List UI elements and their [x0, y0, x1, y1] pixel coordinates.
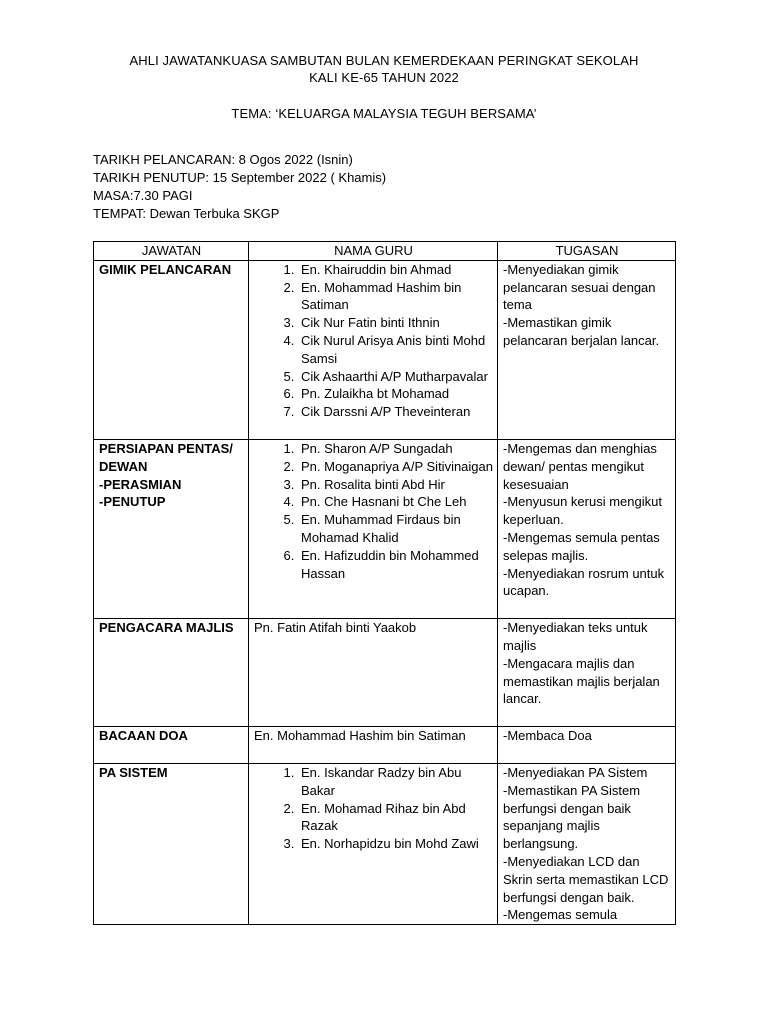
event-venue: TEMPAT: Dewan Terbuka SKGP: [93, 206, 280, 221]
task-item: -Menyediakan rosrum untuk ucapan.: [503, 565, 665, 599]
tasks-cell: [498, 260, 676, 439]
teacher-name: 7. Cik Darssni A/P Theveinteran: [298, 403, 493, 421]
tasks-cell: [498, 763, 676, 924]
role-cell: [94, 260, 249, 439]
closing-date: TARIKH PENUTUP: 15 September 2022 ( Khamis): [93, 170, 387, 185]
header-jawatan: JAWATAN: [94, 242, 249, 261]
teacher-name: En. Mohammad Hashim bin Satiman: [254, 728, 466, 744]
teacher-name: Pn. Fatin Atifah binti Yaakob: [254, 620, 417, 636]
tasks-cell: [498, 619, 676, 727]
tasks-cell: [498, 439, 676, 618]
names-cell: [249, 619, 498, 727]
task-item: -Membaca Doa: [503, 728, 592, 744]
names-cell: [249, 727, 498, 764]
document-theme: TEMA: ‘KELUARGA MALAYSIA TEGUH BERSAMA’: [231, 106, 537, 121]
role-cell: [94, 763, 249, 924]
task-item: -Mengemas semula pentas selepas majlis.: [503, 529, 660, 563]
document-subtitle: KALI KE-65 TAHUN 2022: [309, 70, 459, 85]
teacher-name: 6. En. Hafizuddin bin Mohammed Hassan: [298, 547, 493, 583]
teacher-name: 2. Pn. Moganapriya A/P Sitivinaigan: [298, 458, 493, 476]
event-time: MASA:7.30 PAGI: [93, 188, 193, 203]
teacher-name: 6. Pn. Zulaikha bt Mohamad: [298, 385, 493, 403]
role-label: -PERASMIAN: [99, 476, 182, 492]
names-cell: [249, 260, 498, 439]
header-tugasan: TUGASAN: [498, 242, 676, 261]
role-label: -PENUTUP: [99, 494, 166, 510]
role-label: BACAAN DOA: [99, 728, 188, 744]
document-title: AHLI JAWATANKUASA SAMBUTAN BULAN KEMERDEKAAN PERINGKAT SEKOLAH: [129, 53, 639, 68]
teacher-name: 5. En. Muhammad Firdaus bin Mohamad Khalid: [298, 511, 493, 547]
task-item: -Menyusun kerusi mengikut keperluan.: [503, 494, 662, 528]
teacher-name: 4. Pn. Che Hasnani bt Che Leh: [298, 493, 493, 511]
table-row: [94, 619, 676, 727]
role-cell: [94, 439, 249, 618]
names-cell: [249, 439, 498, 618]
launch-date: TARIKH PELANCARAN: 8 Ogos 2022 (Isnin): [93, 152, 353, 167]
table-row: [94, 727, 676, 764]
task-item: -Mengacara majlis dan memastikan majlis berjalan lancar.: [503, 655, 660, 707]
names-cell: [249, 763, 498, 924]
teacher-name: 2. En. Mohamad Rihaz bin Abd Razak: [298, 800, 493, 836]
role-label: PA SISTEM: [99, 764, 168, 780]
role-label: PERSIAPAN PENTAS/: [99, 440, 233, 456]
role-cell: [94, 727, 249, 764]
committee-table: [93, 241, 676, 925]
task-item: -Memastikan PA Sistem berfungsi dengan baik sepanjang majlis berlangsung.: [503, 782, 641, 852]
task-item: -Mengemas dan menghias dewan/ pentas mengikut kesesuaian: [503, 440, 657, 492]
role-label: PENGACARA MAJLIS: [99, 620, 234, 636]
teacher-name: 4. Cik Nurul Arisya Anis binti Mohd Samsi: [298, 332, 493, 368]
teacher-name: 1. En. Khairuddin bin Ahmad: [298, 261, 493, 279]
teacher-name: 5. Cik Ashaarthi A/P Mutharpavalar: [298, 368, 493, 386]
task-item: -Mengemas semula: [503, 907, 618, 923]
header-nama-guru: NAMA GURU: [249, 242, 498, 261]
teacher-name: 1. Pn. Sharon A/P Sungadah: [298, 440, 493, 458]
task-item: -Menyediakan teks untuk majlis: [503, 620, 648, 653]
task-item: -Menyediakan LCD dan Skrin serta memastikan LCD berfungsi dengan baik.: [503, 853, 669, 905]
teacher-name: 2. En. Mohammad Hashim bin Satiman: [298, 279, 493, 315]
task-item: -Menyediakan PA Sistem: [503, 764, 648, 780]
teacher-list: [254, 764, 493, 853]
teacher-name: 3. Pn. Rosalita binti Abd Hir: [298, 476, 493, 494]
teacher-list: [254, 261, 493, 421]
table-header-row: [94, 242, 676, 261]
teacher-name: 3. Cik Nur Fatin binti Ithnin: [298, 314, 493, 332]
role-cell: [94, 619, 249, 727]
table-row: [94, 439, 676, 618]
table-row: [94, 260, 676, 439]
task-item: -Menyediakan gimik pelancaran sesuai dengan tema: [503, 261, 656, 313]
task-item: -Memastikan gimik pelancaran berjalan lancar.: [503, 315, 660, 348]
table-row: [94, 763, 676, 924]
tasks-cell: [498, 727, 676, 764]
teacher-list: [254, 440, 493, 582]
role-label: GIMIK PELANCARAN: [99, 261, 232, 277]
teacher-name: 3. En. Norhapidzu bin Mohd Zawi: [298, 835, 493, 853]
role-label: DEWAN: [99, 458, 148, 474]
teacher-name: 1. En. Iskandar Radzy bin Abu Bakar: [298, 764, 493, 800]
